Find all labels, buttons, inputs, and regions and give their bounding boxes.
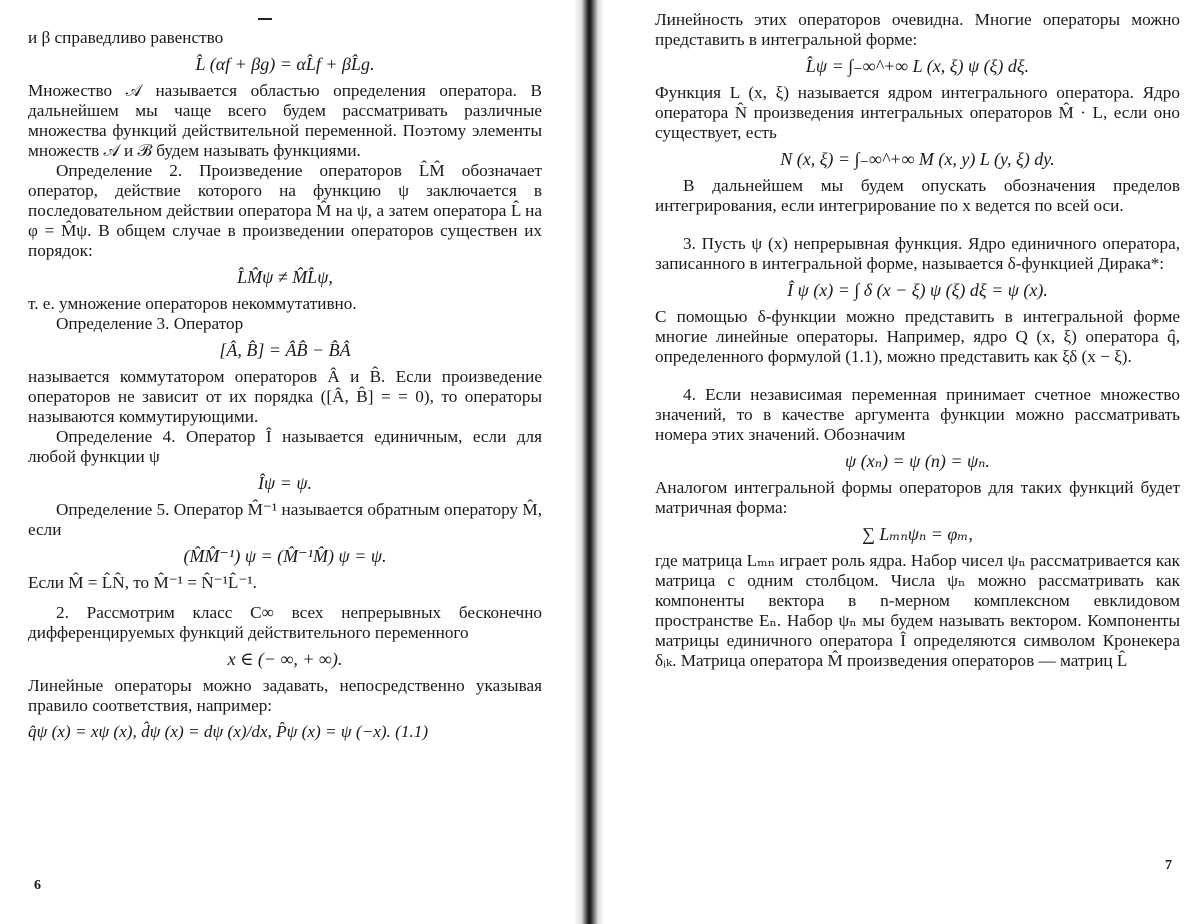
- right-equation-delta: Î ψ (x) = ∫ δ (x − ξ) ψ (ξ) dξ = ψ (x).: [787, 280, 1048, 300]
- left-equation-noncommuting: L̂M̂ψ ≠ M̂L̂ψ,: [237, 267, 333, 287]
- left-equation-identity: Îψ = ψ.: [258, 473, 312, 493]
- page-number-right: 7: [1165, 858, 1172, 873]
- right-paragraph-section-4: 4. Если независимая переменная принимает счетное множество значений, то в качестве аргумента функции можно рассматривать номера этих значений. Обозначим: [655, 385, 1180, 444]
- book-gutter-shadow: [574, 0, 604, 924]
- scan-mark: [258, 18, 272, 20]
- left-paragraph-definition-4: Определение 4. Оператор Î называется единичным, если для любой функции ψ: [28, 427, 542, 466]
- left-paragraph-section-2: 2. Рассмотрим класс C∞ всех непрерывных бесконечно дифференцируемых функций действительного переменного: [28, 603, 542, 642]
- left-equation-commutator: [Â, B̂] = ÂB̂ − B̂Â: [219, 340, 351, 360]
- left-paragraph-definition-3: Определение 3. Оператор: [56, 314, 244, 333]
- left-paragraph-commutator: называется коммутатором операторов Â и B̂. Если произведение операторов не зависит от их порядка ([Â, B̂] = = 0), то операторы называются коммутирующими.: [28, 367, 542, 426]
- right-page: [635, 0, 1200, 924]
- left-text-intro: и β справедливо равенство: [28, 28, 224, 47]
- right-paragraph-kernel: Функция L (x, ξ) называется ядром интегрального оператора. Ядро оператора N̂ произведения интегральных операторов M̂ · L, если оно существует, есть: [655, 83, 1180, 142]
- page-number-left: 6: [34, 878, 41, 893]
- left-equation-domain: x ∈ (− ∞, + ∞).: [227, 649, 343, 669]
- right-paragraph-section-3: 3. Пусть ψ (x) непрерывная функция. Ядро единичного оператора, записанного в интегральной форме, называется δ-функцией Дирака*:: [655, 234, 1180, 273]
- right-equation-matrix-sum: ∑ Lₘₙψₙ = φₘ,: [862, 524, 973, 544]
- left-equation-1-1: q̂ψ (x) = xψ (x), d̂ψ (x) = dψ (x)/dx, P̂ψ (x) = ψ (−x). (1.1): [28, 722, 429, 741]
- right-equation-integral-form: L̂ψ = ∫₋∞^+∞ L (x, ξ) ψ (ξ) dξ.: [805, 56, 1030, 76]
- right-paragraph-matrix-form: Аналогом интегральной формы операторов для таких функций будет матричная форма:: [655, 478, 1180, 517]
- left-page: [0, 0, 570, 924]
- left-equation-linearity: L̂ (αf + βg) = αL̂f + βL̂g.: [195, 54, 375, 74]
- left-text-noncommutative: т. е. умножение операторов некоммутативно.: [28, 294, 357, 313]
- left-text-inverse-product: Если M̂ = L̂N̂, то M̂⁻¹ = N̂⁻¹L̂⁻¹.: [28, 573, 257, 592]
- right-paragraph-vector: где матрица Lₘₙ играет роль ядра. Набор чисел ψₙ рассматривается как матрица с одним столбцом. Числа ψₙ можно рассматривать как компоненты вектора в n-мерном комплексном евклидовом пространстве Eₙ. Набор ψₙ мы будем называть вектором. Компоненты матрицы единичного оператора Î определяются символом Кронекера δᵢₖ. Матрица оператора M̂ произведения операторов — матриц L̂: [655, 551, 1180, 670]
- right-paragraph-limits: В дальнейшем мы будем опускать обозначения пределов интегрирования, если интегрирование по x ведется по всей оси.: [655, 176, 1180, 215]
- right-paragraph-linearity: Линейность этих операторов очевидна. Многие операторы можно представить в интегральной форме:: [655, 10, 1180, 49]
- left-paragraph-domain: Множество 𝒜 называется областью определения оператора. В дальнейшем мы чаще всего будем рассматривать различные множества функций действительной переменной. Поэтому элементы множеств 𝒜 и ℬ будем называть функциями.: [28, 81, 542, 160]
- left-paragraph-definition-5: Определение 5. Оператор M̂⁻¹ называется обратным оператору M̂, если: [28, 500, 542, 539]
- left-equation-inverse: (M̂M̂⁻¹) ψ = (M̂⁻¹M̂) ψ = ψ.: [183, 546, 387, 566]
- left-paragraph-linear-operators: Линейные операторы можно задавать, непосредственно указывая правило соответствия, например:: [28, 676, 542, 715]
- right-equation-product-kernel: N (x, ξ) = ∫₋∞^+∞ M (x, y) L (y, ξ) dy.: [780, 149, 1055, 169]
- left-paragraph-definition-2: Определение 2. Произведение операторов L̂M̂ обозначает оператор, действие которого на функцию ψ заключается в последовательном действии оператора M̂ на ψ, а затем оператора L̂ на φ = M̂ψ. В общем случае в произведении операторов существен их порядок:: [28, 161, 542, 260]
- right-equation-discrete: ψ (xₙ) = ψ (n) = ψₙ.: [845, 451, 990, 471]
- right-paragraph-delta-usage: С помощью δ-функции можно представить в интегральной форме многие линейные операторы. Например, ядро Q (x, ξ) оператора q̂, определенного формулой (1.1), можно представить как ξδ (x − ξ).: [655, 307, 1180, 366]
